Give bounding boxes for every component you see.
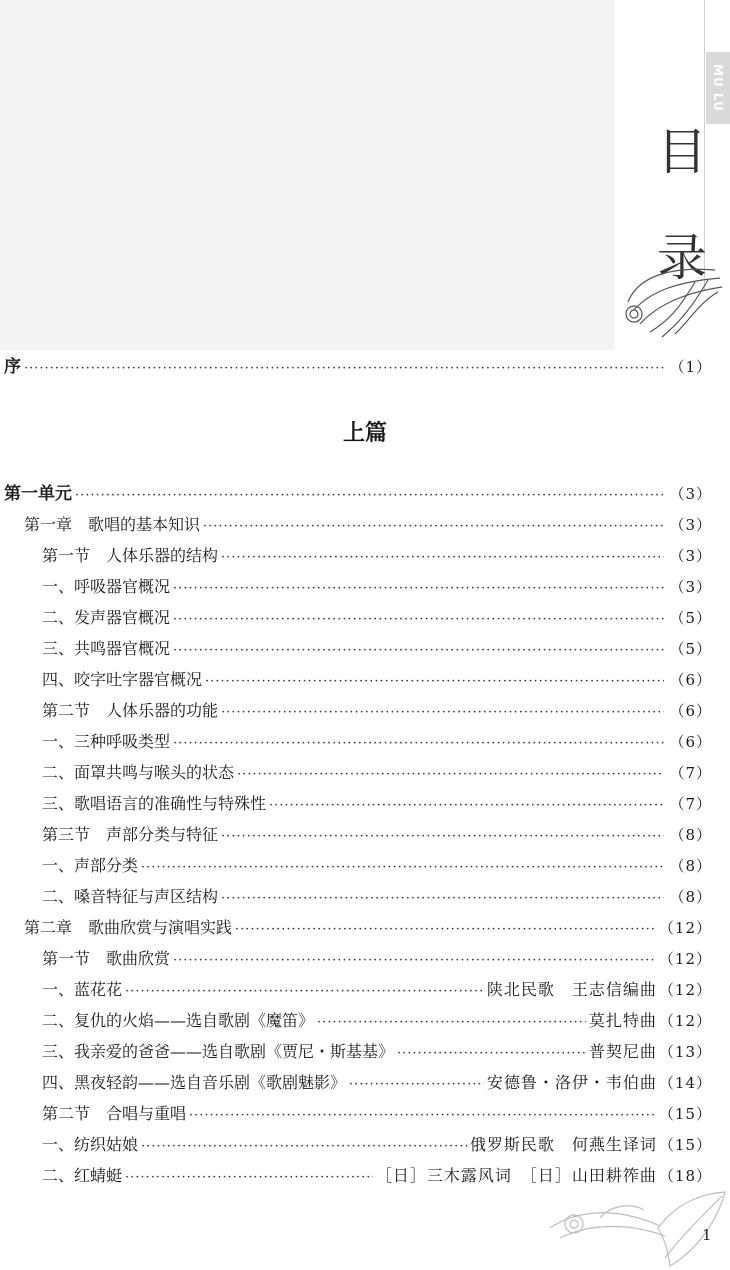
leader-dots xyxy=(235,916,654,944)
toc-author: 安德鲁・洛伊・韦伯曲 xyxy=(486,1073,657,1092)
toc-entry[interactable] xyxy=(42,790,712,818)
toc-label: 一、三种呼吸类型 xyxy=(42,732,171,751)
title-char-mu: 目 xyxy=(657,123,707,181)
toc-label: 一、呼吸器官概况 xyxy=(42,577,171,596)
toc-label: 二、红蜻蜓 xyxy=(42,1166,123,1185)
toc-label: 第一章 歌唱的基本知识 xyxy=(24,515,201,534)
toc-entry[interactable] xyxy=(42,573,712,601)
toc-entry[interactable] xyxy=(42,852,712,880)
toc-page: （6） xyxy=(669,733,712,751)
leader-dots xyxy=(173,730,664,758)
toc-page: （7） xyxy=(669,764,712,782)
toc-entry[interactable] xyxy=(42,604,712,632)
toc-page: （8） xyxy=(669,888,712,906)
toc-label: 一、声部分类 xyxy=(42,856,139,875)
toc-page: （7） xyxy=(669,795,712,813)
toc-page: （5） xyxy=(669,609,712,627)
leader-dots xyxy=(173,606,664,634)
toc-page: （3） xyxy=(669,516,712,534)
leader-dots xyxy=(237,761,664,789)
toc-entry[interactable] xyxy=(42,759,712,787)
toc-entry[interactable] xyxy=(42,1131,712,1159)
toc-label: 第三节 声部分类与特征 xyxy=(42,825,219,844)
toc-label: 第一节 人体乐器的结构 xyxy=(42,546,219,565)
toc-page: （8） xyxy=(669,857,712,875)
toc-page: （12） xyxy=(658,950,712,968)
toc-page: （6） xyxy=(669,671,712,689)
toc-entry[interactable] xyxy=(42,697,712,725)
toc-label: 二、面罩共鸣与喉头的状态 xyxy=(42,763,235,782)
toc-entry[interactable] xyxy=(42,542,712,570)
leader-dots xyxy=(141,854,664,882)
toc-page: （13） xyxy=(658,1043,712,1061)
toc-author: 普契尼曲 xyxy=(588,1042,657,1061)
toc-label: 序 xyxy=(4,357,21,377)
leader-dots xyxy=(173,947,654,975)
toc-page: （14） xyxy=(658,1074,712,1092)
toc-label: 第一单元 xyxy=(4,484,72,504)
toc-page: （6） xyxy=(669,702,712,720)
toc-entry[interactable] xyxy=(24,511,712,539)
toc-entry[interactable] xyxy=(4,480,712,508)
toc-label: 二、复仇的火焰——选自歌剧《魔笛》 xyxy=(42,1011,315,1030)
toc-entry[interactable] xyxy=(24,914,712,942)
toc-entry[interactable] xyxy=(4,353,712,381)
page-number: 1 xyxy=(702,1226,712,1244)
leader-dots xyxy=(221,823,664,851)
leader-dots xyxy=(205,668,664,696)
toc-label: 三、歌唱语言的准确性与特殊性 xyxy=(42,794,267,813)
leader-dots xyxy=(269,792,664,820)
toc-entry[interactable] xyxy=(42,666,712,694)
leader-dots xyxy=(24,355,664,383)
toc-label: 第一节 歌曲欣赏 xyxy=(42,949,171,968)
toc-entry[interactable] xyxy=(42,635,712,663)
toc-author: 莫扎特曲 xyxy=(588,1011,657,1030)
toc-page: （12） xyxy=(658,981,712,999)
leader-dots xyxy=(173,575,664,603)
toc-entry[interactable] xyxy=(42,1100,712,1128)
leader-dots xyxy=(317,1009,586,1037)
leader-dots xyxy=(221,544,664,572)
toc-label: 第二章 歌曲欣赏与演唱实践 xyxy=(24,918,233,937)
toc-label: 一、纺织姑娘 xyxy=(42,1135,139,1154)
flourish-ornament-icon xyxy=(620,262,725,342)
toc-entry[interactable] xyxy=(42,883,712,911)
leader-dots xyxy=(173,637,664,665)
leader-dots xyxy=(75,482,664,510)
toc-page: （15） xyxy=(658,1136,712,1154)
toc-page: （5） xyxy=(669,640,712,658)
section-heading: 上篇 xyxy=(342,420,387,446)
toc-label: 三、共鸣器官概况 xyxy=(42,639,171,658)
toc-page: （1） xyxy=(669,358,712,376)
toc-label: 四、黑夜轻韵——选自音乐剧《歌剧魅影》 xyxy=(42,1073,347,1092)
toc-page: （3） xyxy=(669,578,712,596)
toc-label: 三、我亲爱的爸爸——选自歌剧《贾尼・斯基基》 xyxy=(42,1042,395,1061)
toc-entry[interactable] xyxy=(42,945,712,973)
leader-dots xyxy=(349,1071,484,1099)
toc-entry[interactable] xyxy=(42,1069,712,1097)
leader-dots xyxy=(125,1164,373,1192)
toc-page: （18） xyxy=(658,1167,712,1185)
toc-label: 第二节 合唱与重唱 xyxy=(42,1104,187,1123)
toc-author: 俄罗斯民歌 何燕生译词 xyxy=(469,1135,657,1154)
pinyin-tab: MU LU xyxy=(706,52,730,124)
toc-page: （8） xyxy=(669,826,712,844)
toc-entry[interactable] xyxy=(42,821,712,849)
toc-label: 一、蓝花花 xyxy=(42,980,123,999)
toc-page: （12） xyxy=(658,1012,712,1030)
toc-entry[interactable] xyxy=(42,1162,712,1190)
leader-dots xyxy=(203,513,664,541)
toc-label: 四、咬字吐字器官概况 xyxy=(42,670,203,689)
toc-page: （3） xyxy=(669,485,712,503)
leader-dots xyxy=(189,1102,654,1130)
toc-label: 二、发声器官概况 xyxy=(42,608,171,627)
toc-page: （3） xyxy=(669,547,712,565)
leader-dots xyxy=(221,699,664,727)
toc-page: （15） xyxy=(658,1105,712,1123)
toc-page: （12） xyxy=(658,919,712,937)
toc-author: 陕北民歌 王志信编曲 xyxy=(486,980,657,999)
toc-label: 第二节 人体乐器的功能 xyxy=(42,701,219,720)
leader-dots xyxy=(221,885,664,913)
toc-label: 二、嗓音特征与声区结构 xyxy=(42,887,219,906)
leader-dots xyxy=(397,1040,586,1068)
toc-author: ［日］三木露风词 ［日］山田耕筰曲 xyxy=(375,1166,657,1185)
toc-entry[interactable] xyxy=(42,976,712,1004)
title-char-lu: 录 xyxy=(657,229,707,287)
leader-dots xyxy=(141,1133,467,1161)
leader-dots xyxy=(125,978,484,1006)
toc-entry[interactable] xyxy=(42,1038,712,1066)
toc-entry[interactable] xyxy=(42,728,712,756)
toc-entry[interactable] xyxy=(42,1007,712,1035)
